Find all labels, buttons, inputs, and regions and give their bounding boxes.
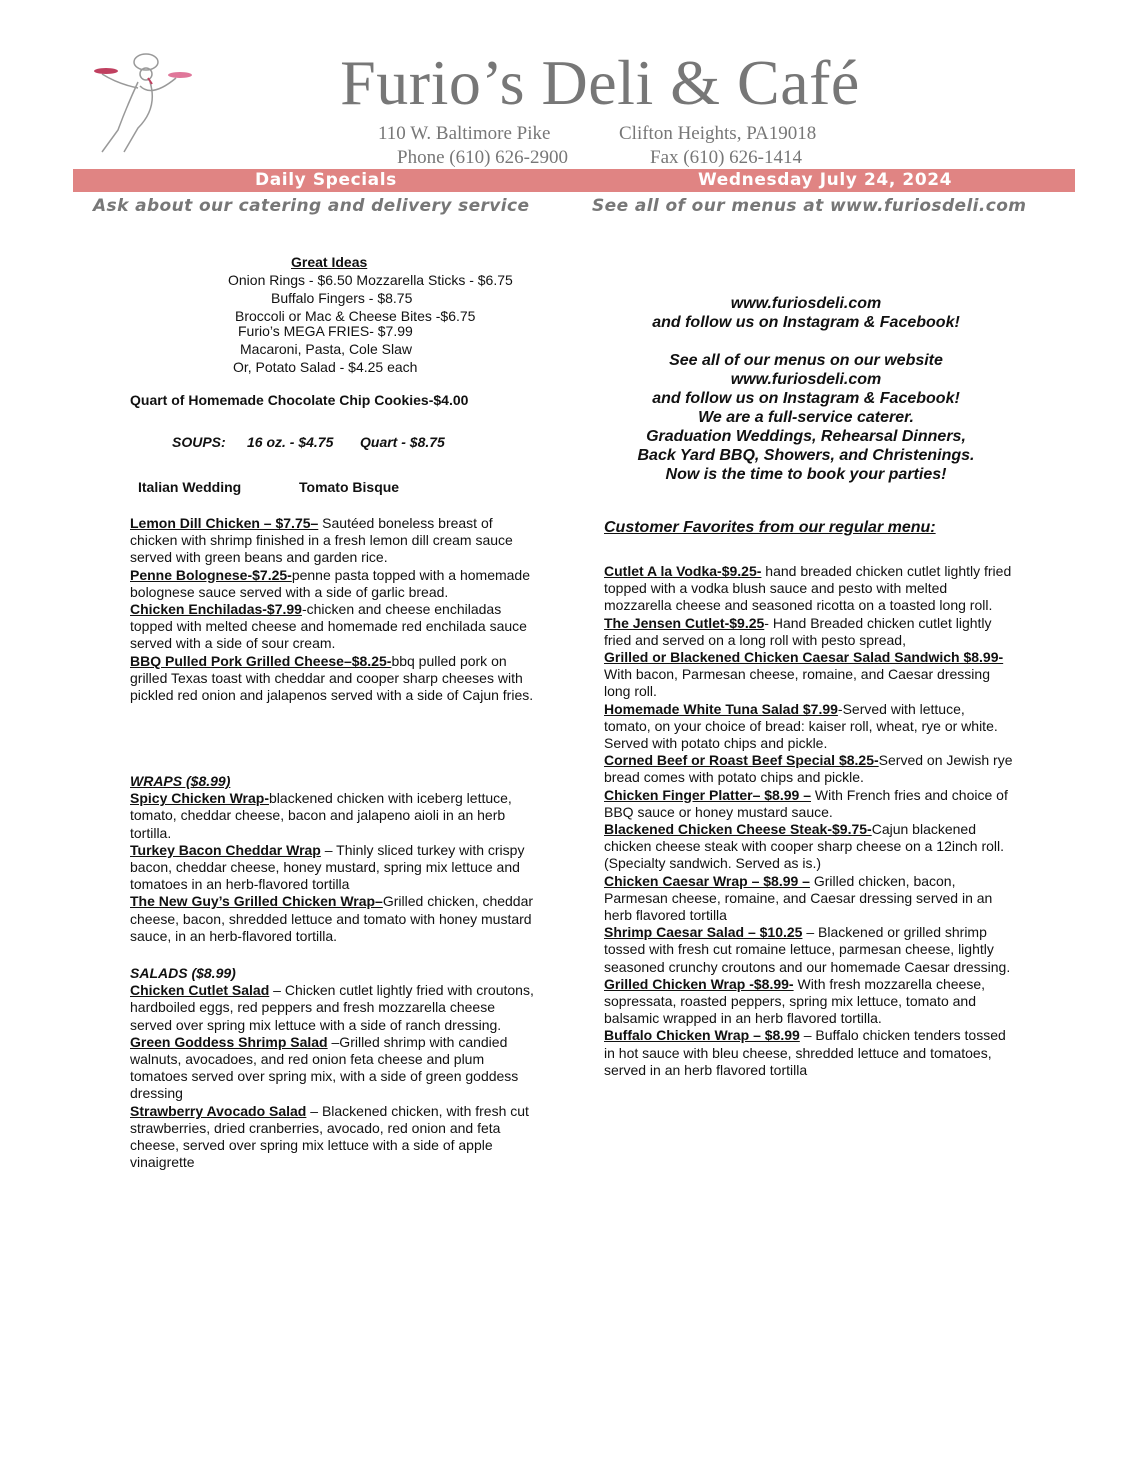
promo-line: Graduation Weddings, Rehearsal Dinners,	[646, 428, 966, 445]
favorite-desc: – Buffalo chicken tenders tossed in hot sauce with bleu cheese, shredded lettuce and tomatoes, served in an herb flavored tortilla	[604, 1027, 1006, 1078]
favorite-item	[604, 924, 1014, 976]
promo-line: www.furiosdeli.com	[730, 371, 882, 388]
wrap-desc: Grilled chicken, cheddar cheese, bacon, shredded lettuce and tomato with honey mustard sauce, in an herb-flavored tortilla.	[130, 893, 534, 944]
promo-line: www.furiosdeli.com	[730, 295, 882, 312]
salad-item	[130, 1034, 540, 1103]
favorite-item	[604, 649, 1014, 701]
favorite-desc: – Blackened or grilled shrimp tossed with fresh cut romaine lettuce, parmesan cheese, lightly seasoned crunchy croutons and our homemade Caesar dressing.	[604, 924, 1011, 975]
favorite-desc: With bacon, Parmesan cheese, romaine, and Caesar dressing long roll.	[604, 666, 990, 700]
salad-desc: – Blackened chicken, with fresh cut strawberries, dried cranberries, avocado, red onion and feta cheese, served over spring mix lettuce with a side of apple vinaigrette	[130, 1102, 529, 1171]
promo-line: and follow us on Instagram & Facebook!	[652, 390, 960, 407]
website-tagline: See all of our menus at www.furiosdeli.com	[592, 196, 1027, 216]
city: Clifton Heights, PA19018	[619, 123, 817, 144]
special-item	[130, 515, 540, 567]
restaurant-title: Furio’s Deli & Café	[340, 47, 860, 118]
special-item	[130, 653, 540, 705]
promo-line: and follow us on Instagram & Facebook!	[652, 314, 960, 331]
great-ideas-line: Or, Potato Salad - $4.25 each	[233, 359, 418, 375]
header-band	[73, 169, 1075, 192]
catering-tagline: Ask about our catering and delivery service	[93, 196, 530, 216]
favorite-name: Blackened Chicken Cheese Steak-$9.75-	[604, 821, 872, 838]
special-item	[130, 567, 540, 601]
great-ideas-heading: Great Ideas	[291, 254, 368, 270]
wraps-heading: WRAPS ($8.99)	[130, 773, 231, 789]
favorite-name: Buffalo Chicken Wrap – $8.99	[604, 1027, 800, 1044]
favorites-heading: Customer Favorites from our regular menu:	[604, 519, 936, 536]
favorite-name: Chicken Caesar Wrap – $8.99 –	[604, 872, 810, 889]
salad-desc: – Chicken cutlet lightly fried with croutons, hardboiled eggs, red peppers and fresh mozzarella cheese served over spring mix lettuce with a side of ranch dressing.	[130, 982, 534, 1033]
favorite-desc: - Hand Breaded chicken cutlet lightly fried and served on a long roll with pesto spread,	[604, 614, 992, 648]
favorite-desc: Served on Jewish rye bread comes with potato chips and pickle.	[604, 752, 1013, 786]
cookies-line: Quart of Homemade Chocolate Chip Cookies-$4.00	[130, 392, 469, 408]
favorite-name: Chicken Finger Platter– $8.99 –	[604, 786, 811, 803]
favorite-name: Homemade White Tuna Salad $7.99	[604, 700, 838, 717]
promo-line: Back Yard BBQ, Showers, and Christenings.	[637, 447, 975, 464]
favorite-desc: With French fries and choice of BBQ sauce or honey mustard sauce.	[604, 786, 1008, 820]
wrap-item	[130, 842, 540, 894]
soups-16oz: 16 oz. - $4.75	[247, 434, 334, 450]
wraps-list	[130, 773, 540, 945]
address: 110 W. Baltimore Pike	[378, 123, 551, 144]
salad-desc: –Grilled shrimp with candied walnuts, avocadoes, and red onion feta cheese and plum tomatoes served over spring mix, with a side of green goddess dressing	[130, 1033, 519, 1102]
great-ideas-line: Buffalo Fingers - $8.75	[271, 290, 413, 306]
special-desc: bbq pulled pork on grilled Texas toast with cheddar and cooper sharp cheeses with pickled red onion and jalapenos served with a side of Cajun fries.	[130, 652, 534, 704]
soups-label: SOUPS:	[172, 434, 226, 450]
special-name: BBQ Pulled Pork Grilled Cheese–$8.25-	[130, 652, 392, 669]
wrap-name: The New Guy’s Grilled Chicken Wrap–	[130, 893, 383, 910]
favorite-name: The Jensen Cutlet-$9.25	[604, 614, 765, 631]
special-name: Lemon Dill Chicken – $7.75–	[130, 515, 319, 531]
wrap-item	[130, 790, 540, 842]
salads-heading: SALADS ($8.99)	[130, 965, 236, 981]
special-name: Penne Bolognese-$7.25-	[130, 566, 292, 583]
promo-line: We are a full-service caterer.	[698, 409, 914, 426]
special-desc: Sautéed boneless breast of chicken with shrimp finished in a fresh lemon dill cream sauce served with green beans and garden rice.	[130, 515, 513, 566]
promo-line: See all of our menus on our website	[669, 352, 943, 369]
special-desc: penne pasta topped with a homemade bolognese sauce served with a side of garlic bread.	[130, 566, 530, 600]
wrap-desc: blackened chicken with iceberg lettuce, tomato, cheddar cheese, bacon and jalapeno aioli in an herb tortilla.	[130, 790, 512, 841]
salad-item	[130, 982, 540, 1034]
daily-specials-label: Daily Specials	[255, 170, 397, 190]
favorite-item	[604, 752, 1014, 786]
favorite-item	[604, 787, 1014, 821]
phone: Phone (610) 626-2900	[397, 147, 568, 168]
specials-list	[130, 515, 540, 704]
great-ideas-line: Onion Rings - $6.50 Mozzarella Sticks - $6.75	[228, 272, 513, 288]
favorite-name: Grilled Chicken Wrap -$8.99-	[604, 975, 794, 992]
soups-quart: Quart - $8.75	[360, 434, 445, 450]
great-ideas-line: Broccoli or Mac & Cheese Bites -$6.75	[235, 308, 476, 324]
salad-name: Strawberry Avocado Salad	[130, 1102, 307, 1119]
wrap-name: Spicy Chicken Wrap-	[130, 790, 270, 807]
favorite-item	[604, 821, 1014, 873]
favorite-desc: With fresh mozzarella cheese, sopressata, roasted peppers, spring mix lettuce, tomato and balsamic wrapped in an herb flavored tortilla.	[604, 975, 985, 1027]
wrap-item	[130, 893, 540, 945]
special-name: Chicken Enchiladas-$7.99	[130, 601, 302, 618]
fax: Fax (610) 626-1414	[650, 147, 802, 168]
great-ideas-line: Furio’s MEGA FRIES- $7.99	[238, 323, 413, 339]
favorite-desc: Cajun blackened chicken cheese steak with cooper sharp cheese on a 12inch roll. (Specialty sandwich. Served as is.)	[604, 821, 1005, 872]
favorite-desc: -Served with lettuce, tomato, on your choice of bread: kaiser roll, wheat, rye or white. Served with potato chips and pickle.	[604, 700, 998, 752]
favorite-name: Grilled or Blackened Chicken Caesar Salad Sandwich $8.99-	[604, 649, 1004, 666]
salad-name: Chicken Cutlet Salad	[130, 982, 270, 999]
soup-item: Italian Wedding	[138, 479, 242, 495]
favorite-item	[604, 701, 1014, 753]
date-label: Wednesday July 24, 2024	[698, 170, 953, 190]
great-ideas-line: Macaroni, Pasta, Cole Slaw	[240, 341, 412, 357]
favorites-list	[604, 563, 1014, 1079]
salads-list	[130, 965, 540, 1171]
favorite-desc: Grilled chicken, bacon, Parmesan cheese, romaine, and Caesar dressing served in an herb flavored tortilla	[604, 872, 993, 924]
favorite-name: Shrimp Caesar Salad – $10.25	[604, 924, 803, 941]
promo-line: Now is the time to book your parties!	[665, 466, 947, 483]
wrap-name: Turkey Bacon Cheddar Wrap	[130, 841, 321, 858]
special-desc: -chicken and cheese enchiladas topped with melted cheese and homemade red enchilada sauce served with a side of sour cream.	[130, 601, 527, 652]
favorite-item	[604, 976, 1014, 1028]
salad-item	[130, 1103, 540, 1172]
wrap-desc: – Thinly sliced turkey with crispy bacon, cheddar cheese, honey mustard, spring mix lettuce and tomatoes in an herb-flavored tortilla	[130, 841, 525, 893]
promo-block	[600, 294, 1012, 484]
favorite-item	[604, 873, 1014, 925]
favorite-name: Cutlet A la Vodka-$9.25-	[604, 563, 762, 579]
special-item	[130, 601, 540, 653]
favorite-item	[604, 615, 1014, 649]
salad-name: Green Goddess Shrimp Salad	[130, 1033, 328, 1050]
favorite-item	[604, 1027, 1014, 1079]
favorite-desc: hand breaded chicken cutlet lightly fried topped with a vodka blush sauce and pesto with melted mozzarella cheese and seasoned ricotta on a toasted long roll.	[604, 563, 1012, 614]
favorite-item	[604, 563, 1014, 615]
soup-item: Tomato Bisque	[299, 479, 400, 495]
favorite-name: Corned Beef or Roast Beef Special $8.25-	[604, 752, 879, 769]
